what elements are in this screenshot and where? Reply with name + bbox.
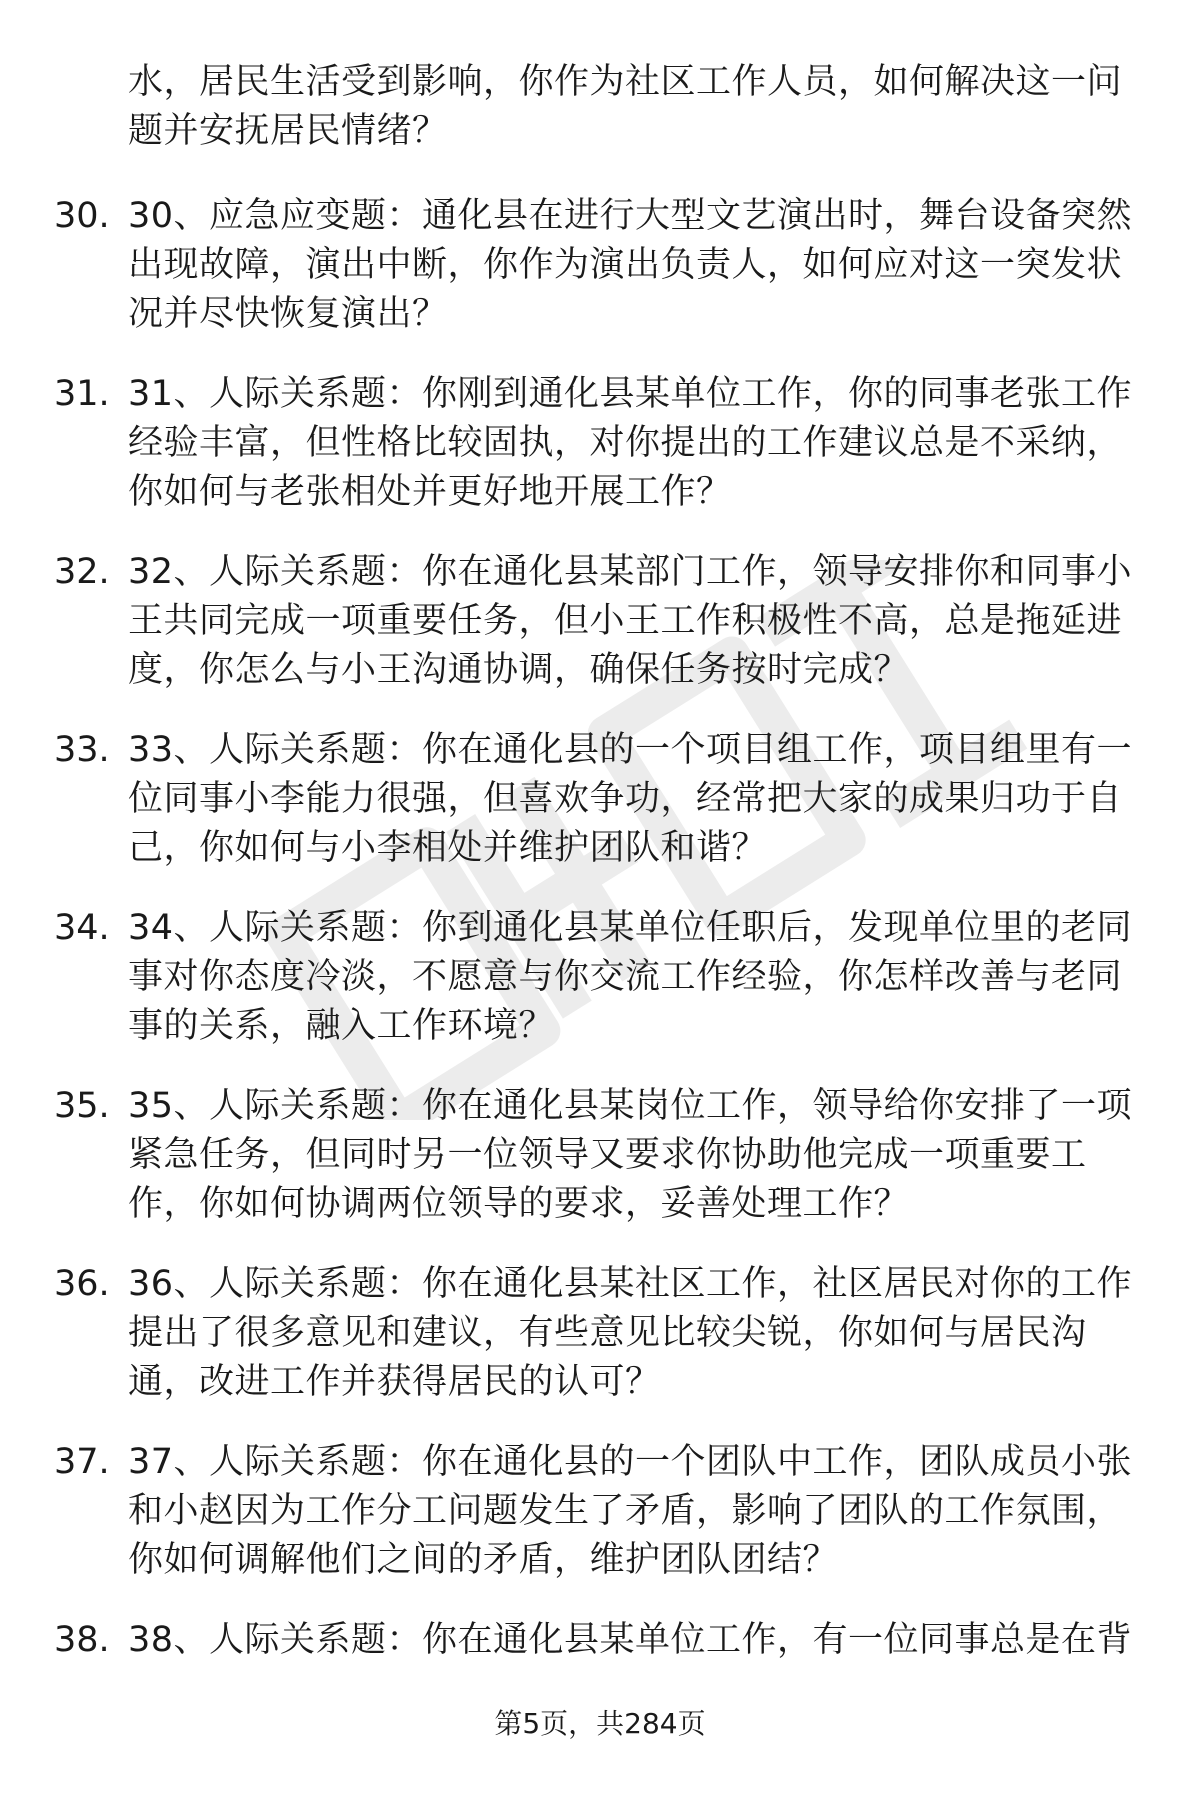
question-text: 35、人际关系题：你在通化县某岗位工作，领导给你安排了一项紧急任务，但同时另一位领导又要求你协助他完成一项重要工作，你如何协调两位领导的要求，妥善处理工作？ <box>128 1086 1133 1224</box>
question-number: 33. <box>54 730 110 770</box>
question-text: 33、人际关系题：你在通化县的一个项目组工作，项目组里有一位同事小李能力很强，但喜欢争功，经常把大家的成果归功于自己，你如何与小李相处并维护团队和谐？ <box>128 730 1133 868</box>
question-number: 31. <box>54 374 110 414</box>
question-number: 34. <box>54 908 110 948</box>
question-number: 32. <box>54 552 110 592</box>
list-item <box>0 192 1200 340</box>
question-text: 32、人际关系题：你在通化县某部门工作，领导安排你和同事小王共同完成一项重要任务，但小王工作积极性不高，总是拖延进度，你怎么与小王沟通协调，确保任务按时完成？ <box>128 552 1133 690</box>
question-number: 36. <box>54 1264 110 1304</box>
list-item <box>0 370 1200 518</box>
question-number: 30. <box>54 196 110 236</box>
question-text: 31、人际关系题：你刚到通化县某单位工作，你的同事老张工作经验丰富，但性格比较固执，对你提出的工作建议总是不采纳，你如何与老张相处并更好地开展工作？ <box>128 374 1133 512</box>
list-item <box>0 1260 1200 1408</box>
question-text: 38、人际关系题：你在通化县某单位工作，有一位同事总是在背 <box>128 1620 1133 1660</box>
question-text: 30、应急应变题：通化县在进行大型文艺演出时，舞台设备突然出现故障，演出中断，你作为演出负责人，如何应对这一突发状况并尽快恢复演出？ <box>128 196 1133 334</box>
list-item <box>0 548 1200 696</box>
question-number: 37. <box>54 1442 110 1482</box>
list-item <box>0 904 1200 1052</box>
list-item <box>0 1438 1200 1586</box>
question-text: 34、人际关系题：你到通化县某单位任职后，发现单位里的老同事对你态度冷淡，不愿意与你交流工作经验，你怎样改善与老同事的关系，融入工作环境？ <box>128 908 1133 1046</box>
question-text: 36、人际关系题：你在通化县某社区工作，社区居民对你的工作提出了很多意见和建议，有些意见比较尖锐，你如何与居民沟通，改进工作并获得居民的认可？ <box>128 1264 1133 1402</box>
list-item <box>0 726 1200 874</box>
question-number: 35. <box>54 1086 110 1126</box>
list-item <box>0 1082 1200 1230</box>
question-number: 38. <box>54 1620 110 1660</box>
question-text: 37、人际关系题：你在通化县的一个团队中工作，团队成员小张和小赵因为工作分工问题发生了矛盾，影响了团队的工作氛围，你如何调解他们之间的矛盾，维护团队团结？ <box>128 1442 1133 1580</box>
question-list <box>0 192 1200 1794</box>
page-footer: 第5页，共284页 <box>494 1707 706 1740</box>
continuation-text: 水，居民生活受到影响，你作为社区工作人员，如何解决这一问题并安抚居民情绪？ <box>128 62 1123 151</box>
